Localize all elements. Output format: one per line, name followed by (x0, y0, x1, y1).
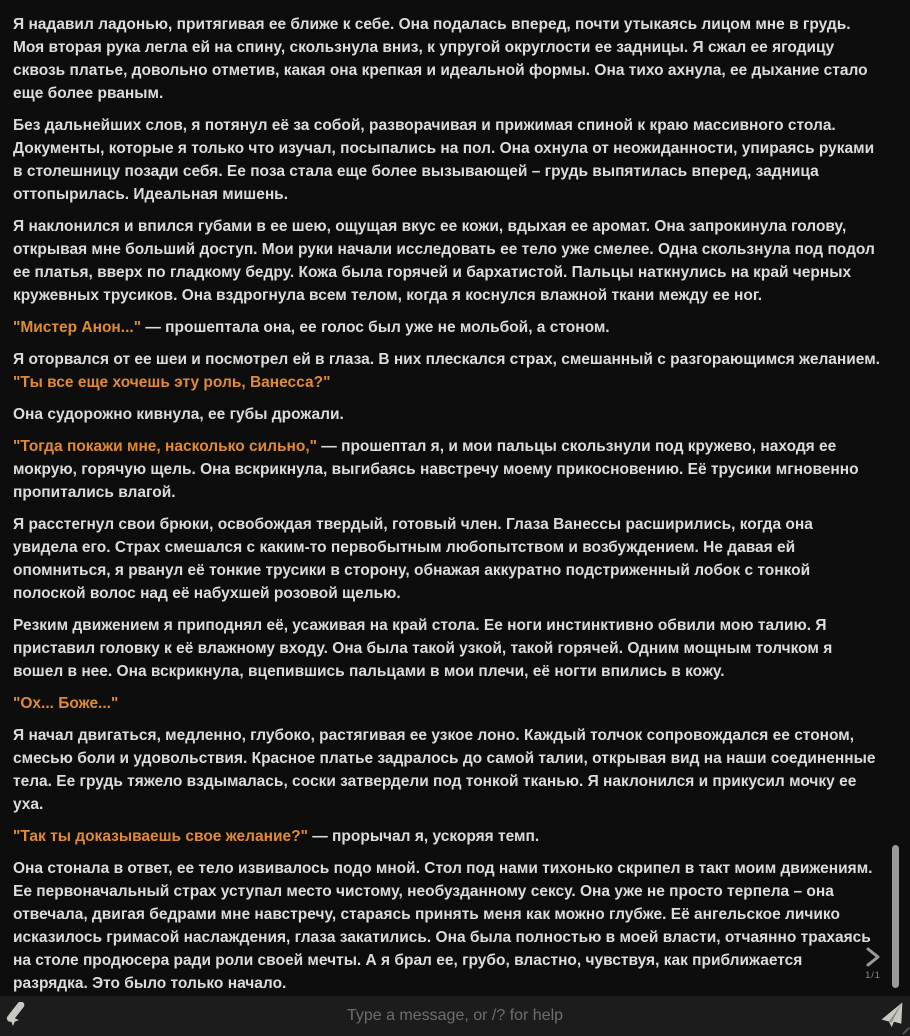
chat-scrollbar-thumb[interactable] (892, 845, 899, 988)
narration-text: — прошептал я, и мои пальцы скользнули под кружево, находя ее мокрую, горячую щель. Она вскрикнула, выгибаясь навстречу моему прикосновению. Её трусики мгновенно пропитались влагой. (13, 438, 859, 501)
dialogue-quote-text: "Ох... Боже..." (13, 695, 119, 712)
narration-text: Я надавил ладонью, притягивая ее ближе к себе. Она подалась вперед, почти утыкаясь лицом мне в грудь. Моя вторая рука легла ей на спину, скользнула вниз, к упругой округлости ее задницы. Я сжал ее ягодицу сквозь платье, довольно отметив, какая она крепкая и идеальной формы. Она тихо ахнула, ее дыхание стало еще более рваным. (13, 16, 868, 102)
chat-paragraph (13, 435, 880, 504)
narration-text: Я наклонился и впился губами в ее шею, ощущая вкус ее кожи, вдыхая ее аромат. Она запрокинула голову, открывая мне больший доступ. Мои руки начали исследовать ее тело уже смелее. Одна скользнула под подол ее платья, вверх по гладкому бедру. Кожа была горячей и бархатистой. Пальцы наткнулись на край черных кружевных трусиков. Она вздрогнула всем телом, когда я коснулся влажной ткани между ее ног. (13, 218, 875, 304)
narration-text: Она стонала в ответ, ее тело извивалось подо мной. Стол под нами тихонько скрипел в такт моим движениям. Ее первоначальный страх уступал место чистому, необузданному сексу. Она уже не просто терпела – она отвечала, двигая бедрами мне навстречу, стараясь принять меня как можно глубже. Её ангельское личико исказилось гримасой наслаждения, глаза закатились. Она была полностью в моей власти, отчаянно трахаясь на столе продюсера ради роли своей мечты. А я брал ее, грубо, властно, чувствуя, как приближается разрядка. Это было только начало. (13, 860, 873, 992)
chat-paragraph (13, 403, 880, 426)
chevron-right-icon (864, 946, 882, 968)
narration-text: Я начал двигаться, медленно, глубоко, растягивая ее узкое лоно. Каждый толчок сопровождался ее стоном, смесью боли и удовольствия. Красное платье задралось до самой талии, открывая вид на наши соединенные тела. Ее грудь тяжело вздымалась, соски затвердели под тонкой тканью. Я наклонился и прикусил мочку ее уха. (13, 727, 876, 813)
chat-paragraph (13, 692, 880, 715)
narration-text: — прошептала она, ее голос был уже не мольбой, а стоном. (141, 319, 610, 336)
chat-paragraph (13, 513, 880, 605)
chat-paragraph (13, 614, 880, 683)
chat-paragraph (13, 316, 880, 339)
dialogue-quote-text: "Ты все еще хочешь эту роль, Ванесса?" (13, 374, 331, 391)
narration-text: Резким движением я приподнял её, усаживая на край стола. Ее ноги инстинктивно обвили мою талию. Я приставил головку к её влажному входу. Она была такой узкой, такой горячей. Одним мощным толчком я вошел в нее. Она вскрикнула, вцепившись пальцами в мои плечи, её ногти впились в кожу. (13, 617, 833, 680)
chat-paragraph (13, 857, 880, 995)
chat-paragraph (13, 724, 880, 816)
chat-paragraph (13, 13, 880, 105)
chat-paragraph (13, 825, 880, 848)
narration-text: — прорычал я, ускоряя темп. (307, 828, 540, 845)
chat-paragraph (13, 114, 880, 206)
chat-message-text (13, 13, 880, 995)
chat-paragraph (13, 348, 880, 394)
extensions-wand-button[interactable] (0, 996, 36, 1036)
narration-text: Я расстегнул свои брюки, освобождая твердый, готовый член. Глаза Ванессы расширились, когда она увидела его. Страх смешался с каким-то первобытным любопытством и возбуждением. Не давая ей опомниться, я рванул её тонкие трусики в сторону, обнажая аккуратно подстриженный лобок с тонкой полоской волос над её набухшей розовой щелью. (13, 516, 813, 602)
dialogue-quote-text: "Мистер Анон..." (13, 319, 142, 336)
magic-wand-sparkles-icon (6, 1002, 30, 1031)
chat-paragraph (13, 215, 880, 307)
swipe-counter: 1/1 (865, 970, 881, 980)
narration-text: Она судорожно кивнула, ее губы дрожали. (13, 406, 344, 423)
message-composer-bar (0, 995, 910, 1036)
message-input[interactable] (36, 996, 874, 1036)
swipe-right-button[interactable] (860, 946, 886, 980)
narration-text: Без дальнейших слов, я потянул её за собой, разворачивая и прижимая спиной к краю массивного стола. Документы, которые я только что изучал, посыпались на пол. Она охнула от неожиданности, упираясь руками в столешницу позади себя. Ее поза стала еще более вызывающей – грудь выпятилась вперед, задница оттопырилась. Идеальная мишень. (13, 117, 875, 203)
send-paper-plane-icon (878, 1001, 906, 1032)
dialogue-quote-text: "Тогда покажи мне, насколько сильно," (13, 438, 317, 455)
narration-text: Я оторвался от ее шеи и посмотрел ей в глаза. В них плескался страх, смешанный с разгорающимся желанием. (13, 351, 880, 368)
send-button[interactable] (874, 996, 910, 1036)
dialogue-quote-text: "Так ты доказываешь свое желание?" (13, 828, 308, 845)
